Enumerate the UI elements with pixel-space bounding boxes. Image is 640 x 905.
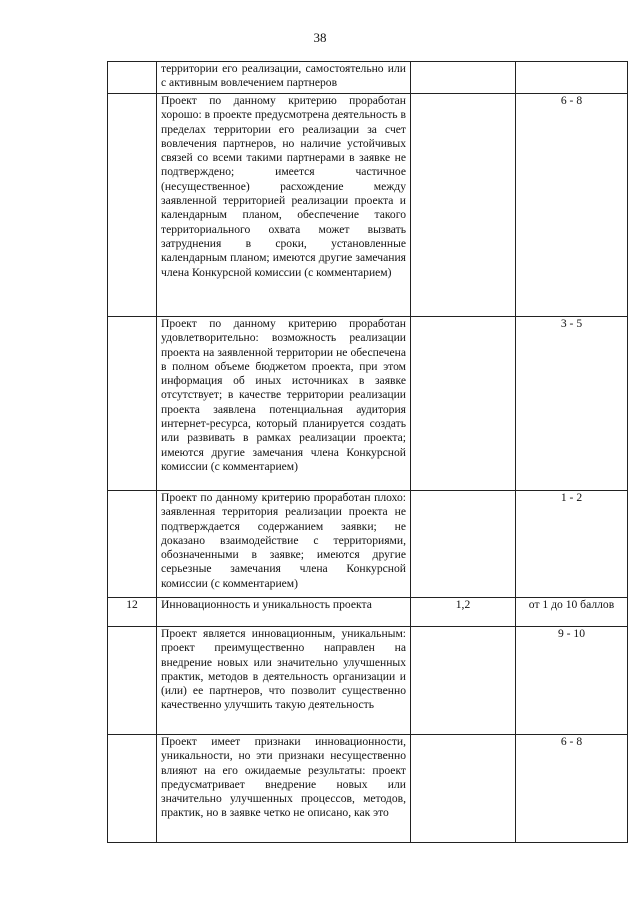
row-number-cell [108,62,157,94]
score-cell: 9 - 10 [516,627,628,735]
criterion-text-cell: Проект является инновационным, уникальным: проект преимущественно направлен на внедрение новых или значительно улучшенных практик, методов в деятельность организации и (или) ее партнеров, что позволит существенно качественно улучшить такую деятельность [157,627,411,735]
coefficient-cell [411,94,516,317]
criterion-text-cell: Проект по данному критерию проработан плохо: заявленная территория реализации проекта не подтверждается содержанием заявки; не доказано взаимодействие с территориями, обозначенными в заявке; имеются другие серьезные замечания члена Конкурсной комиссии (с комментарием) [157,491,411,598]
page-number: 38 [313,30,327,45]
table-row [108,491,628,598]
table-row [108,317,628,491]
coefficient-cell [411,62,516,94]
criterion-text-cell: Проект по данному критерию проработан хорошо: в проекте предусмотрена деятельность в пределах территории его реализации за счет вовлечения партнеров, но наличие устойчивых связей со всеми такими партнерами в заявке не подтверждено; имеется частичное (несущественное) расхождение между заявленной территорией реализации проекта и календарным планом, обеспечение такого территориального охвата может вызвать затруднения в сроки, установленные календарным планом; имеются другие замечания члена Конкурсной комиссии (с комментарием) [157,94,411,317]
row-number-cell [108,94,157,317]
row-number-cell [108,317,157,491]
criterion-coefficient: 1,2 [411,598,516,627]
criterion-score-range: от 1 до 10 баллов [516,598,628,627]
criterion-text-cell: Проект по данному критерию проработан удовлетворительно: возможность реализации проекта на заявленной территории не обеспечена в полном объеме бюджетом проекта, при этом информация об иных источниках в заявке отсутствует; в качестве территории реализации проекта заявлена потенциальная аудитория интернет-ресурса, который планируется создать или развивать в рамках реализации проекта; имеются другие замечания члена Конкурсной комиссии (с комментарием) [157,317,411,491]
criteria-table [107,61,628,843]
criterion-title: Инновационность и уникальность проекта [157,598,411,627]
score-cell: 1 - 2 [516,491,628,598]
coefficient-cell [411,735,516,843]
criterion-text-cell: территории его реализации, самостоятельно или с активным вовлечением партнеров [157,62,411,94]
score-cell: 6 - 8 [516,735,628,843]
table-row [108,627,628,735]
coefficient-cell [411,491,516,598]
row-number-cell [108,735,157,843]
criterion-number: 12 [108,598,157,627]
criterion-text-cell: Проект имеет признаки инновационности, уникальности, но эти признаки несущественно влияют на его ожидаемые результаты: проект предусматривает внедрение новых или значительно улучшенных процессов, методов, практик, но в заявке четко не описано, как это [157,735,411,843]
score-cell: 3 - 5 [516,317,628,491]
coefficient-cell [411,317,516,491]
table-row [108,62,628,94]
table-row [108,94,628,317]
table-row [108,735,628,843]
score-cell [516,62,628,94]
row-number-cell [108,627,157,735]
score-cell: 6 - 8 [516,94,628,317]
coefficient-cell [411,627,516,735]
criterion-12-header-row [108,598,628,627]
row-number-cell [108,491,157,598]
